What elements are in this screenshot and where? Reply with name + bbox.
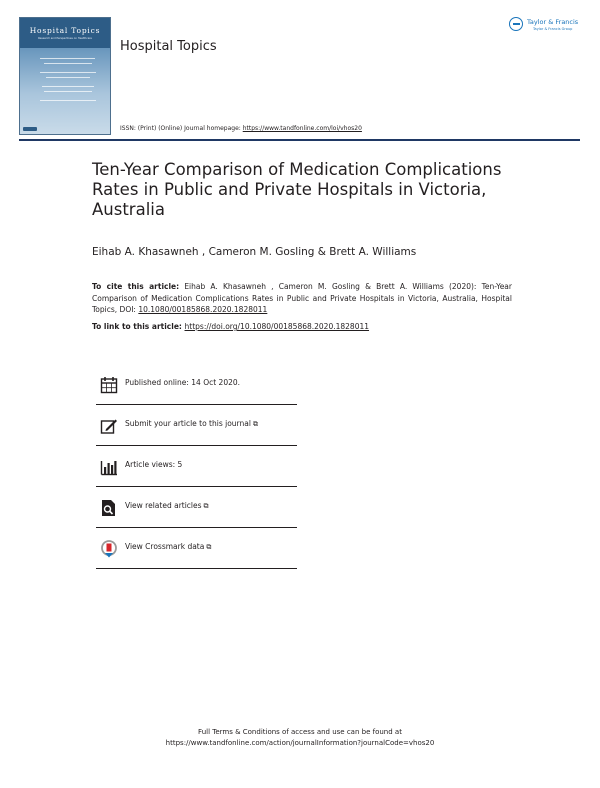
article-views-row	[96, 446, 297, 487]
cover-subtitle: Research and Perspectives on Healthcare	[38, 37, 92, 40]
submit-article-row[interactable]	[96, 405, 297, 446]
citation-block	[92, 281, 512, 316]
issn-line	[120, 125, 362, 132]
crossmark-icon	[100, 540, 118, 558]
published-row	[96, 364, 297, 405]
link-label: To link to this article:	[92, 322, 185, 331]
submit-article-link[interactable]: Submit your article to this journal ⧉	[125, 419, 258, 428]
journal-cover-image	[19, 17, 111, 135]
footer	[0, 727, 600, 749]
published-date-text: Published online: 14 Oct 2020.	[125, 378, 241, 387]
cover-title: Hospital Topics	[29, 26, 101, 35]
bar-chart-icon	[100, 458, 118, 476]
publisher-name: Taylor & Francis	[527, 18, 579, 26]
cover-text-line	[42, 86, 94, 87]
article-views-text: Article views: 5	[125, 460, 183, 469]
external-link-icon: ⧉	[203, 502, 209, 510]
article-title: Ten-Year Comparison of Medication Complications Rates in Public and Private Hospitals in Victoria, Australia	[92, 160, 502, 219]
related-articles-row[interactable]	[96, 487, 297, 528]
edit-icon	[100, 417, 118, 435]
issn-text: ISSN: (Print) (Online) Journal homepage:	[120, 125, 243, 132]
cover-text-line	[46, 77, 90, 78]
cover-text-line	[44, 91, 92, 92]
journal-homepage-link[interactable]: https://www.tandfonline.com/loi/vhos20	[242, 125, 362, 132]
article-doi-url-link[interactable]: https://doi.org/10.1080/00185868.2020.1828011	[184, 322, 370, 331]
article-link-line	[92, 322, 369, 331]
doi-link[interactable]: 10.1080/00185868.2020.1828011	[138, 305, 268, 314]
cover-text-line	[40, 100, 96, 101]
external-link-icon: ⧉	[252, 420, 258, 428]
footer-terms-text: Full Terms & Conditions of access and use can be found at	[198, 728, 402, 736]
journal-title: Hospital Topics	[120, 39, 217, 54]
publisher-logo[interactable]	[509, 15, 585, 35]
publisher-group: Taylor & Francis Group	[533, 27, 573, 31]
header-divider	[19, 139, 580, 141]
cover-text-line	[40, 72, 96, 73]
article-authors: Eihab A. Khasawneh , Cameron M. Gosling & Brett A. Williams	[92, 246, 417, 258]
related-articles-link[interactable]: View related articles ⧉	[125, 501, 209, 510]
cover-text-line	[40, 58, 95, 59]
crossmark-row[interactable]	[96, 528, 297, 569]
external-link-icon: ⧉	[206, 543, 212, 551]
cover-publisher-logo	[23, 127, 37, 131]
publisher-logo-icon	[509, 17, 523, 31]
cover-text-line	[44, 63, 92, 64]
calendar-icon	[100, 376, 118, 394]
crossmark-link[interactable]: View Crossmark data ⧉	[125, 542, 212, 551]
citation-text: Eihab A. Khasawneh , Cameron M. Gosling & Brett A. Williams (2020): Ten-Year Comparison of Medication Complications Rates in Public and Private Hospitals in Victoria, Australia, Hospital Topics, DOI:	[92, 282, 512, 314]
document-search-icon	[100, 499, 118, 517]
citation-label: To cite this article:	[92, 282, 180, 291]
footer-terms-link[interactable]: https://www.tandfonline.com/action/journalInformation?journalCode=vhos20	[165, 739, 435, 747]
